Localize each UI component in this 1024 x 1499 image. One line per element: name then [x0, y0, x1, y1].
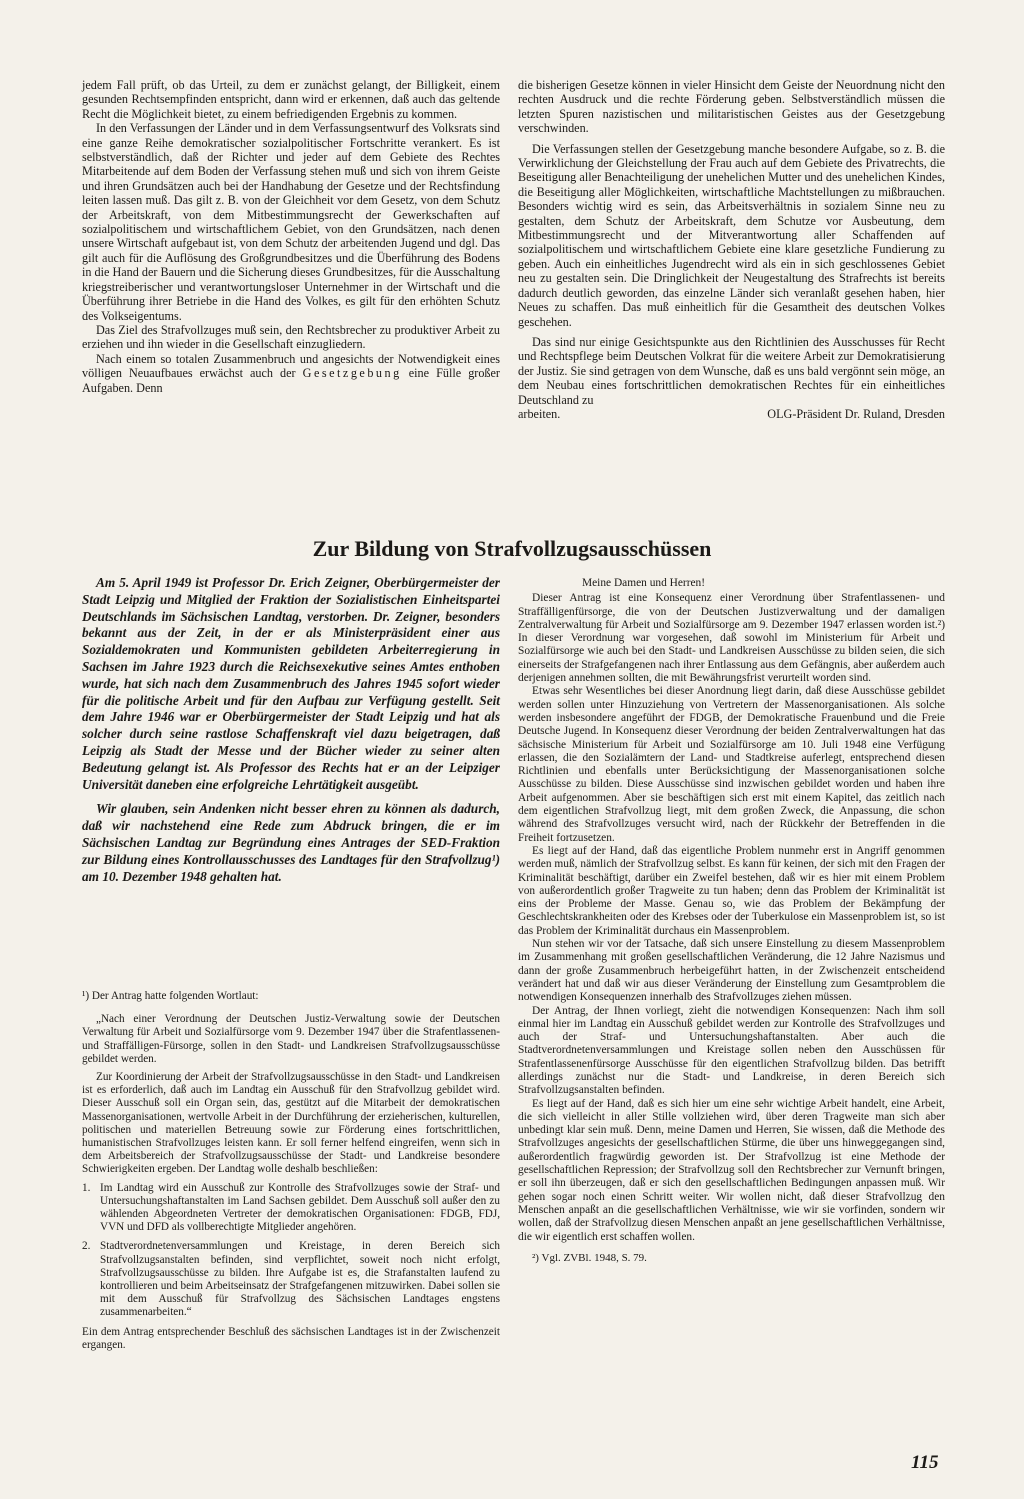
paragraph: Das sind nur einige Gesichtspunkte aus den Richtlinien des Ausschusses für Recht und Rechtspflege beim Deutschen Volkrat für die weitere Arbeit zur Demokratisierung der Justiz. Sie sind getragen von dem Wunsche, daß es uns bald vergönnt sein möge, an dem Neubau eines fortschrittlichen demokratischen Rechtes für ein einheitliches Deutschland zu — [518, 334, 945, 407]
footnote-closing: Ein dem Antrag entsprechender Beschluß des sächsischen Landtages ist in der Zwischenzeit ergangen. — [82, 1325, 500, 1351]
footnote-1 — [82, 990, 500, 1357]
footnote-item — [82, 1240, 500, 1319]
item-number: 1. — [82, 1181, 91, 1194]
spaced-term: Gesetzgebung — [302, 366, 402, 381]
paragraph: jedem Fall prüft, ob das Urteil, zu dem er zunächst gelangt, der Billigkeit, einem gesunden Rechtsempfinden entspricht, dann wird er erkennen, daß auch das geltende Recht die Möglichkeit bietet, zu einem befriedigenden Ergebnis zu kommen. — [82, 78, 500, 121]
item-text: Stadtverordnetenversammlungen und Kreistage, in deren Bereich sich Strafvollzugsanstalten befinden, sind verpflichtet, soweit noch nicht erfolgt, Strafvollzugsausschüsse zu bilden. Ihre Aufgabe ist es, die Strafanstalten laufend zu kontrollieren und beim Arbeitseinsatz der Strafgefangenen mitzuwirken. Dabei sollen sie mit dem Ausschuß für Strafvollzug des Sächsischen Landtages engstens zusammenarbeiten.“ — [100, 1240, 500, 1319]
paragraph-end: arbeiten. — [518, 406, 561, 421]
intro-paragraph: Wir glauben, sein Andenken nicht besser ehren zu können als dadurch, daß wir nachstehend eine Rede zum Abdruck bringen, die er im Sächsischen Landtag zur Begründung eines Antrages der SED-Fraktion zur Bildung eines Kontrollausschusses des Landtages für den Strafvollzug¹) am 10. Dezember 1948 gehalten hat. — [82, 801, 500, 884]
speech-paragraph: Dieser Antrag ist eine Konsequenz einer Verordnung über Strafentlassenen- und Straffälligenfürsorge, die von der Deutschen Justizverwaltung und der damaligen Zentralverwaltung für Arbeit und Sozialfürsorge am 9. Dezember 1947 erlassen worden ist.²) In dieser Verordnung war vorgesehen, daß sowohl im Ministerium für Arbeit und Sozialfürsorge wie auch bei den Stadt- und Landkreisen Ausschüsse zu bilden seien, die sich einerseits der Strafgefangenen nach ihrer Entlassung aus dem Gefängnis, aber außerdem auch derjenigen annehmen sollten, die mit Bewährungsfrist verurteilt worden sind. — [518, 592, 945, 685]
paragraph-text: Nach einem so totalen Zusammenbruch und angesichts der Notwendigkeit eines völligen Neuaufbaues erwächst auch der — [82, 351, 500, 381]
article-title: Zur Bildung von Strafvollzugsausschüssen — [312, 536, 712, 561]
footnote-2: ²) Vgl. ZVBl. 1948, S. 79. — [532, 1251, 647, 1264]
speech-column — [518, 577, 945, 1265]
signature-line — [518, 407, 945, 421]
author-signature: OLG-Präsident Dr. Ruland, Dresden — [767, 406, 945, 421]
footnote-paragraph: Zur Koordinierung der Arbeit der Strafvollzugsausschüsse in den Stadt- und Landkreisen ist es erforderlich, daß auch im Landtag ein Ausschuß für den Strafvollzug gebildet wird. Dieser Ausschuß soll ein Organ sein, das, gestützt auf die Mitarbeit der demokratischen Massenorganisationen, wertvolle Arbeit in der Durchführung der erzieherischen, kulturellen, politischen und materiellen Betreuung sowie zur Förderung eines fortschrittlichen, humanistischen Strafvollzuges leisten kann. Er soll ferner helfend eingreifen, wenn sich in dem Arbeitsbereich der Strafvollzugsausschüsse der Stadt- und Landkreise besondere Schwierigkeiten ergeben. Der Landtag wolle deshalb beschließen: — [82, 1071, 500, 1176]
paragraph: Die Verfassungen stellen der Gesetzgebung manche besondere Aufgabe, so z. B. die Verwirklichung der Gleichstellung der Frau auch auf dem Gebiete des Privatrechts, die Beseitigung aller Benachteiligung der unehelichen Mutter und des unehelichen Kindes, die Beseitigung aller Möglichkeiten, wirtschaftliche Machtstellungen zu mißbrauchen. Besonders wichtig wird es sein, das Arbeitsverhältnis in sozialem Sinne neu zu gestalten, dem Schutz der Arbeitskraft, dem Schutze vor Ausbeutung, dem Mitbestimmungsrecht und der Mitverantwortung aller Schaffenden auf sozialpolitischem und wirtschaftlichem Gebiete eine klare gesetzliche Fundierung zu geben. Auch ein einheitliches Jugendrecht wird als ein in sich geschlossenes Gebiet neu zu gestalten sein. Die Dringlichkeit der Neugestaltung des Strafrechts ist bereits dadurch deutlich geworden, das einzelne Länder sich veranlaßt gesehen haben, hier Neues zu schaffen. Das muß einheitlich für die Gesamtheit des deutschen Volkes geschehen. — [518, 141, 945, 329]
speech-paragraph: Es liegt auf der Hand, daß es sich hier um eine sehr wichtige Arbeit handelt, eine Arbeit, die sich vielleicht in aller Stille vollziehen wird, über deren Tragweite man sich aber unbedingt klar sein muß. Denn, meine Damen und Herren, Sie wissen, daß die Methode des Strafvollzuges angesichts der gesellschaftlichen Stürme, die über uns hinweggegangen sind, außerordentlich fragwürdig geworden ist. Der Strafvollzug ist eine Methode der gesellschaftlichen Repression; der Strafvollzug soll den Rechtsbrecher zur Vernunft bringen, er soll ihn überzeugen, daß er sich den gesellschaftlichen Bedingungen anpassen muß. Wir gehen sogar noch einen Schritt weiter. Wir wollen nicht, daß dieser Strafvollzug den Menschen anpaßt an die gesellschaftlichen Verhältnisse, wie wir sie vorfinden, sondern wir wollen, daß der Strafvollzug diesen Menschen anpaßt an jene gesellschaftlichen Verhältnisse, die wir eigentlich erst schaffen wollen. — [518, 1097, 945, 1243]
speech-paragraph: Etwas sehr Wesentliches bei dieser Anordnung liegt darin, daß diese Ausschüsse gebildet werden sollen unter Hinzuziehung von Vertretern der Massenorganisationen. Als solche werden insbesondere angeführt der FDGB, der Demokratische Frauenbund und die Freie Deutsche Jugend. In Konsequenz dieser Verordnung der beiden Zentralverwaltungen hat das sächsische Ministerium für Arbeit und Sozialfürsorge am 10. Juli 1948 eine Verfügung erlassen, die den Sozialämtern der Land- und Stadtkreise auferlegt, entsprechend diesen Richtlinien und ebenfalls unter Berücksichtigung der Massenorganisationen solche Ausschüsse zu bilden. Diese Ausschüsse sind inzwischen gebildet worden und haben ihre Arbeit aufgenommen. Aber sie beschäftigen sich erst mit einem Kapitel, das zeitlich nach dem eigentlichen Strafvollzug liegt, mit dem großen Zweck, die Anpassung, die schon während des Strafvollzuges versucht wird, nach der Rückkehr der Betreffenden in die Freiheit fortzusetzen. — [518, 685, 945, 844]
footnote-item — [82, 1182, 500, 1235]
footnote-lead: ¹) Der Antrag hatte folgenden Wortlaut: — [82, 990, 259, 1002]
top-left-column — [82, 78, 500, 395]
paragraph — [82, 352, 500, 395]
item-number: 2. — [82, 1240, 91, 1253]
salutation: Meine Damen und Herren! — [582, 577, 706, 589]
speech-paragraph: Der Antrag, der Ihnen vorliegt, zieht die notwendigen Konsequenzen: Nach ihm soll einmal hier im Landtag ein Ausschuß gebildet werden zur Kontrolle des Strafvollzuges und auch der Straf- und Untersuchungshaftanstalten. Aber auch die Stadtverordnetenversammlungen und Kreistage sollen neben den Ausschüssen für Strafentlassenenfürsorge Ausschüsse für den eigentlichen Strafvollzug bilden. Das betrifft allerdings zunächst nur die Stadt- und Landkreise, in deren Bereich sich Strafvollzugsanstalten befinden. — [518, 1004, 945, 1097]
paragraph: In den Verfassungen der Länder und in dem Verfassungsentwurf des Volksrats sind eine ganze Reihe demokratischer sozialpolitischer Fortschritte verankert. Es ist selbstverständlich, daß der Richter und jeder auf dem Gebiete des Rechtes Mitarbeitende auf dem Boden der Verfassung stehen muß und sich von ihrem Geiste und ihren Grundsätzen auch bei der Handhabung der Gesetze und der Rechtsfindung leiten lassen muß. Das gilt z. B. von der Gleichheit vor dem Gesetz, von dem Schutz der Arbeitskraft, von dem Mitbestimmungsrecht der Gewerkschaften auf sozialpolitischem und wirtschaftlichem Gebiet, von den Grundsätzen, nach denen unsere Wirtschaft aufgebaut ist, von dem Schutz der arbeitenden Jugend und dgl. Das gilt auch für die Auflösung des Großgrundbesitzes und die Überführung des Bodens in die Hand der Bauern und die Sicherung dieses Grundbesitzes, für die Ausschaltung kriegstreiberischer und verantwortungsloser Unternehmer in der Wirtschaft und die Überführung ihrer Betriebe in die Hand des Volkes, es gilt für den erhöhten Schutz des Volkseigentums. — [82, 121, 500, 323]
paragraph: die bisherigen Gesetze können in vieler Hinsicht dem Geiste der Neuordnung nicht den rechten Ausdruck und die rechte Förderung geben. Selbstverständlich müssen die letzten Spuren nazistischen und militaristischen Geistes aus der Gesetzgebung verschwinden. — [518, 78, 945, 136]
footnote-paragraph: „Nach einer Verordnung der Deutschen Justiz-Verwaltung sowie der Deutschen Verwaltung für Arbeit und Sozialfürsorge vom 9. Dezember 1947 über die Strafentlassenen- und Straffälligen-Fürsorge, sollen in den Stadt- und Landkreisen Strafvollzugsausschüsse gebildet werden. — [82, 1013, 500, 1065]
paragraph-text: eine Fülle großer Aufgaben. Denn — [82, 366, 500, 395]
speech-paragraph: Nun stehen wir vor der Tatsache, daß sich unsere Einstellung zu diesem Massenproblem im Zusammenhang mit großen gesellschaftlichen Veränderung, die 12 Jahre Nazismus und dann der große Zusammenbruch herbeigeführt hatten, in der Zwischenzeit entscheidend verändert hat und daß wir aus dieser Veränderung der Einstellung zum Gesamtproblem die notwendigen Konsequenzen innerhalb des Strafvollzuges ziehen müssen. — [518, 938, 945, 1004]
item-text: Im Landtag wird ein Ausschuß zur Kontrolle des Strafvollzuges sowie der Straf- und Untersuchungshaftanstalten im Land Sachsen gebildet. Dem Ausschuß soll außer den zu wählenden Abgeordneten Vertreter der demokratischen Organisationen: FDGB, FDJ, VVN und DFD als vollberechtigte Mitglieder angehören. — [100, 1181, 500, 1234]
speech-paragraph: Es liegt auf der Hand, daß das eigentliche Problem nunmehr erst in Angriff genommen werden muß, nämlich der Strafvollzug selbst. Es kann für keinen, der sich mit den Fragen der Kriminalität beschäftigt, darüber ein Zweifel bestehen, daß wir es hier mit einem Problem von außerordentlich großer Tragweite zu tun haben; denn das Problem der Kriminalität ist eins der Probleme der Masse. Genau so, wie das Problem der Bekämpfung der Geschlechtskrankheiten oder des Krebses oder der Tuberkulose ein Massenproblem ist, so ist das Problem der Kriminalität durchaus ein Massenproblem. — [518, 844, 945, 937]
intro-paragraph: Am 5. April 1949 ist Professor Dr. Erich Zeigner, Oberbürgermeister der Stadt Leipzig und Mitglied der Fraktion der Sozialistischen Einheitspartei Deutschlands im Sächsischen Landtag, verstorben. Dr. Zeigner, besonders bekannt aus der Zeit, in der er als Ministerpräsident einer aus Sozialdemokraten und Kommunisten gebildeten Arbeiterregierung in Sachsen im Jahre 1923 durch die Reichsexekutive seines Amtes enthoben wurde, hat sich nach dem Zusammenbruch des Jahres 1945 sofort wieder für die politische Arbeit und für den Aufbau zur Verfügung gestellt. Seit dem Jahre 1946 war er Oberbürgermeister der Stadt Leipzig und hat als solcher durch seine rastlose Schaffenskraft viel dazu beigetragen, daß Leipzig als Stadt der Messe und der Bücher wieder zu seiner alten Bedeutung gelangt ist. Als Professor des Rechts hat er an der Leipziger Universität daneben eine erfolgreiche Lehrtätigkeit ausgeübt. — [82, 575, 500, 792]
paragraph: Das Ziel des Strafvollzuges muß sein, den Rechtsbrecher zu produktiver Arbeit zu erziehen und ihn wieder in die Gesellschaft einzugliedern. — [82, 322, 500, 352]
article-intro — [82, 575, 500, 893]
page-number: 115 — [911, 1452, 939, 1473]
top-right-column — [518, 78, 945, 421]
